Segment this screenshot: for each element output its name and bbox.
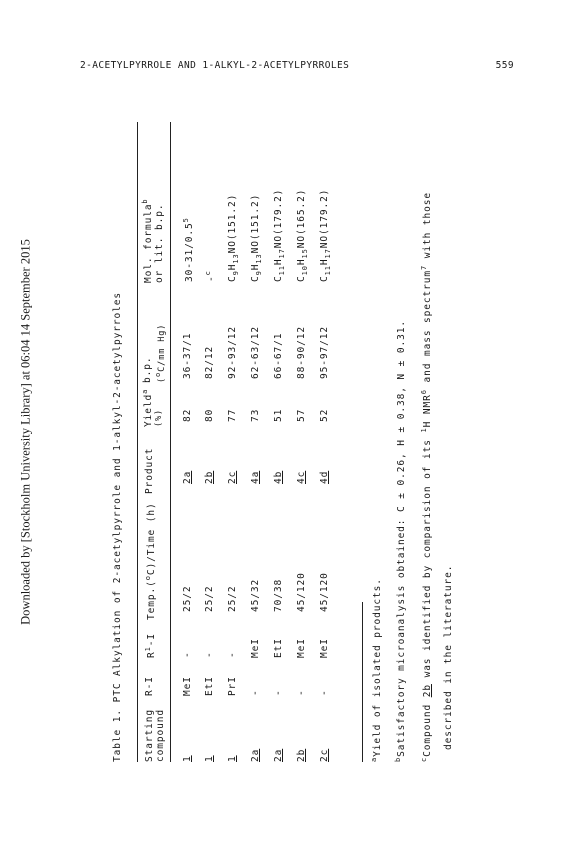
cell-r1i: - [182,651,193,658]
cell-rx: - [273,689,284,696]
header-bp-line1: b.p. [142,356,153,383]
formula-c: C [273,275,284,282]
footnote-c-h: H NMR [422,394,434,428]
formula-lit-text: 30-31/0.5 [184,222,196,282]
footnote-c-mark: c [420,756,428,762]
cell-formula [319,189,332,282]
footnote-c-sup6: 6 [420,389,428,395]
header-starting-line1: Starting [144,709,155,762]
formula-h: H [273,258,284,266]
header-yield-line1 [140,389,154,427]
header-temp-sup: o [144,575,152,581]
formula-rest: NO [227,240,238,254]
cell-yield: 52 [319,408,330,422]
cell-rx: MeI [182,676,193,696]
cell-r1i: MeI [250,638,261,658]
header-temp [144,502,157,620]
cell-r1i: MeI [319,638,330,658]
header-bp-paren: ( [156,376,167,383]
footnote-a-mark: a [370,756,378,762]
footnote-c-pre: Compound [422,697,434,757]
formula-lit-text: - [206,275,218,282]
cell-rx: EtI [204,676,215,696]
cell-bp: 95-97/12 [319,326,330,379]
cell-temp: 45/120 [319,572,330,612]
header-yield-sup: a [141,388,149,394]
footnote-c-line2: described in the literature. [443,564,454,750]
cell-temp: 25/2 [227,585,238,612]
header-product: Product [144,447,155,494]
formula-lit-ref: 5 [182,217,190,223]
cell-formula [227,194,240,282]
cell-start: 2a [250,748,261,762]
cell-temp: 25/2 [182,585,193,612]
formula-c-count: 9 [254,270,263,276]
cell-bp: 92-93/12 [227,326,238,379]
footnote-c-compound: 2b [422,684,434,698]
table-header-rule [170,122,171,762]
header-mol-line1 [140,198,154,283]
table-row [204,122,218,762]
footnote-b-mark: b [394,756,402,762]
cell-start: 1 [227,755,238,762]
running-header [80,60,514,71]
header-r1i-rest: -I [146,633,158,647]
formula-h-count: 17 [277,248,286,259]
cell-r1i: EtI [273,638,284,658]
formula-rest: NO [273,235,284,249]
formula-mw: (151.2) [227,193,238,241]
download-notice: Downloaded by [Stockholm University Library] at 06:04 14 September 2015 [18,239,33,625]
formula-lit-ref: c [204,270,212,276]
formula-c: C [250,275,261,282]
footnote-c-and: and mass spectrum [422,269,434,390]
footnote-rule [362,602,363,762]
formula-rest: NO [296,235,307,249]
footnote-c-end: with those [422,192,434,265]
cell-formula [296,189,309,282]
table-row [319,122,333,762]
cell-yield: 82 [182,408,193,422]
formula-c-count: 10 [300,265,309,276]
cell-yield: 57 [296,408,307,422]
table-row [182,122,196,762]
cell-bp: 36-37/1 [182,332,193,379]
header-starting [144,709,166,762]
formula-h: H [319,258,330,266]
table-row [296,122,310,762]
formula-h-count: 13 [254,253,263,264]
cell-start: 2b [296,748,307,762]
header-r1i-sup: 1 [144,646,152,652]
cell-prod: 2c [227,470,238,484]
footnote-b [394,320,407,762]
formula-c-count: 9 [231,270,240,276]
header-mol [140,198,165,283]
header-r1i [144,633,157,658]
cell-yield: 77 [227,408,238,422]
cell-formula [204,270,217,282]
cell-rx: - [250,689,261,696]
cell-bp: 82/12 [204,345,215,379]
header-rx: R-I [144,676,155,696]
formula-mw: (179.2) [273,188,284,236]
cell-r1i: MeI [296,638,307,658]
formula-c: C [319,275,330,282]
cell-temp: 70/38 [273,578,284,612]
header-temp-b: C)/Time (h) [146,502,158,576]
rotated-table-block [112,122,532,762]
footnote-b-text: Satisfactory microanalysis obtained: C ± 0.26, H ± 0.38, N ± 0.31. [396,319,408,757]
footnote-a-text: Yield of isolated products. [372,578,384,757]
formula-h: H [296,258,307,266]
formula-h: H [227,263,238,271]
cell-rx: - [319,689,330,696]
header-bp [142,324,168,383]
formula-h: H [250,263,261,271]
cell-yield: 80 [204,408,215,422]
formula-h-count: 17 [323,248,332,259]
cell-rx: PrI [227,676,238,696]
cell-bp: 88-90/12 [296,326,307,379]
cell-rx: - [296,689,307,696]
formula-mw: (179.2) [319,188,330,236]
header-yield [140,389,165,427]
running-title: 2-ACETYLPYRROLE AND 1-ALKYL-2-ACETYLPYRROLES [80,60,350,71]
cell-prod: 2b [204,470,215,484]
cell-formula [273,189,286,282]
cell-yield: 73 [250,408,261,422]
cell-start: 2a [273,748,284,762]
table-row [273,122,287,762]
formula-mw: (151.2) [250,193,261,241]
footnote-c-sup1: 1 [420,427,428,433]
table-row [250,122,264,762]
cell-start: 1 [182,755,193,762]
header-bp-sup: o [154,371,162,377]
cell-temp: 45/32 [250,578,261,612]
cell-formula [250,194,263,282]
formula-rest: NO [319,235,330,249]
formula-c: C [296,275,307,282]
formula-rest: NO [250,240,261,254]
footnote-a [370,578,383,762]
table-top-rule [137,122,138,762]
cell-prod: 4b [273,470,284,484]
formula-h-count: 13 [231,253,240,264]
header-r1i-r: R [146,651,158,658]
cell-prod: 4c [296,470,307,484]
footnote-c-mid: was identified by comparision of its [422,432,434,685]
cell-start: 2c [319,748,330,762]
cell-r1i: - [204,651,215,658]
formula-c: C [227,275,238,282]
cell-prod: 4a [250,470,261,484]
formula-c-count: 11 [277,265,286,276]
cell-start: 1 [204,755,215,762]
header-starting-line2: compound [155,709,166,762]
header-temp-a: Temp.( [146,580,158,620]
header-bp-line2 [153,324,168,383]
table-caption: Table 1. PTC Alkylation of 2-acetylpyrrole and 1-alkyl-2-acetylpyrroles [112,292,123,762]
header-mol-line2: or lit. b.p. [154,203,166,283]
cell-yield: 51 [273,408,284,422]
header-mol-text: Mol. formula [143,203,155,283]
header-yield-text: Yield [143,393,155,427]
cell-prod: 2a [182,470,193,484]
formula-h-count: 15 [300,248,309,259]
header-mol-sup: b [141,198,149,204]
table-row [227,122,241,762]
formula-c-count: 11 [323,265,332,276]
cell-bp: 66-67/1 [273,332,284,379]
cell-r1i: - [227,651,238,658]
footnote-c-sup7: 7 [420,264,428,270]
header-bp-unit: C/mm Hg) [156,323,167,372]
cell-temp: 25/2 [204,585,215,612]
header-yield-line2: (%) [154,408,165,427]
footnote-c [420,192,433,762]
page-number: 559 [495,60,514,71]
formula-mw: (165.2) [296,188,307,236]
cell-prod: 4d [319,470,330,484]
cell-formula [182,217,195,282]
cell-bp: 62-63/12 [250,326,261,379]
cell-temp: 45/120 [296,572,307,612]
